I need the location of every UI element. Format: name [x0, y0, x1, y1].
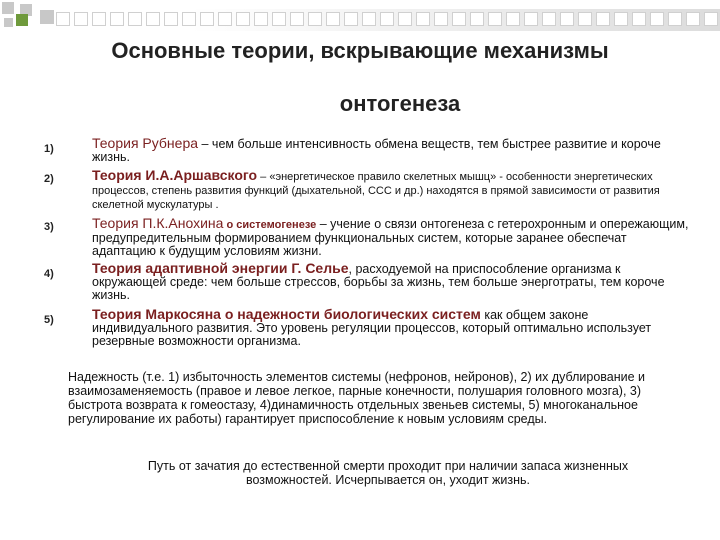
- item-text: [92, 169, 692, 212]
- decor-square: [164, 12, 178, 26]
- decor-square: [686, 12, 700, 26]
- item-number: 3): [44, 221, 54, 233]
- item-body: – чем больше интенсивность обмена веществ, тем быстрее развитие и короче жизнь.: [92, 137, 661, 164]
- item-text: [92, 262, 692, 302]
- item-body: – «энергетическое правило скелетных мышц» - особенности энергетических процессов, степень развития функций (дыхательной, ССС и др.) находятся в прямой зависимости от развития скелетной мускулатуры .: [92, 171, 660, 211]
- decor-square: [560, 12, 574, 26]
- decor-square: [2, 2, 14, 14]
- decor-square: [542, 12, 556, 26]
- item-number: 1): [44, 143, 54, 155]
- decor-square: [398, 12, 412, 26]
- decor-square: [236, 12, 250, 26]
- item-number: 2): [44, 173, 54, 185]
- decor-square: [632, 12, 646, 26]
- reliability-paragraph: Надежность (т.е. 1) избыточность элементов системы (нефронов, нейронов), 2) их дублирование и взаимозаменяемость (правое и левое легкое, парные конечности, полушария головного мозга), 3) быстрота возврата к гомеостазу, 4)динамичность отдельных звеньев системы, 5) многоканальное регулирование их работы) гарантирует приспособление к новым условиям среды.: [68, 370, 646, 426]
- item-heading: Теория Маркосяна о надежности биологических систем: [92, 306, 481, 322]
- decor-square: [74, 12, 88, 26]
- item-heading: Теория адаптивной энергии Г. Селье: [92, 260, 349, 276]
- decor-square: [362, 12, 376, 26]
- decor-square: [506, 12, 520, 26]
- decor-square: [704, 12, 718, 26]
- item-heading: Теория П.К.Анохина: [92, 215, 224, 231]
- decor-square: [254, 12, 268, 26]
- decor-square: [416, 12, 430, 26]
- item-number: 4): [44, 268, 54, 280]
- conclusion-paragraph: Путь от зачатия до естественной смерти проходит при наличии запаса жизненных возможностей. Исчерпывается он, уходит жизнь.: [147, 459, 629, 487]
- item-number: 5): [44, 314, 54, 326]
- decor-square: [524, 12, 538, 26]
- item-body: как общем законе индивидуального развития. Это уровень регуляции процессов, который оптимально использует резервные возможности организма.: [92, 308, 652, 348]
- decor-square: [578, 12, 592, 26]
- item-heading-extra: о системогенезе: [223, 219, 317, 231]
- item-text: [92, 217, 692, 258]
- decor-square: [344, 12, 358, 26]
- decor-square: [40, 10, 54, 24]
- page-title-line1: Основные теории, вскрывающие механизмы: [111, 38, 609, 63]
- decor-square: [470, 12, 484, 26]
- decor-square: [272, 12, 286, 26]
- decor-square: [596, 12, 610, 26]
- decor-square: [92, 12, 106, 26]
- decor-square: [200, 12, 214, 26]
- item-body: , расходуемой на приспособление организма к окружающей среде: чем больше стрессов, борьбы за жизнь, тем больше энерготраты, тем короче жизнь.: [92, 262, 665, 302]
- page-title-line2: онтогенеза: [339, 91, 461, 116]
- decor-square: [128, 12, 142, 26]
- decor-square: [56, 12, 70, 26]
- decor-square-green: [16, 14, 28, 26]
- page-title: [0, 38, 720, 117]
- decor-square: [308, 12, 322, 26]
- decor-square: [452, 12, 466, 26]
- decor-square: [182, 12, 196, 26]
- decor-square: [488, 12, 502, 26]
- decor-square: [326, 12, 340, 26]
- decor-square: [650, 12, 664, 26]
- decor-square: [146, 12, 160, 26]
- decor-square: [4, 18, 13, 27]
- item-heading: Теория Рубнера: [92, 135, 199, 151]
- decor-square: [380, 12, 394, 26]
- item-heading: Теория И.А.Аршавского: [92, 167, 258, 183]
- item-body: – учение о связи онтогенеза с гетерохронным и опережающим, предупредительным формированием функциональных систем, которые заранее обеспечат адаптацию к будущим условиям жизни.: [92, 217, 689, 258]
- decor-square: [218, 12, 232, 26]
- decor-square: [290, 12, 304, 26]
- decor-square: [110, 12, 124, 26]
- item-text: [92, 137, 692, 164]
- decor-square: [668, 12, 682, 26]
- decor-square: [614, 12, 628, 26]
- decor-square: [434, 12, 448, 26]
- item-text: [92, 308, 692, 348]
